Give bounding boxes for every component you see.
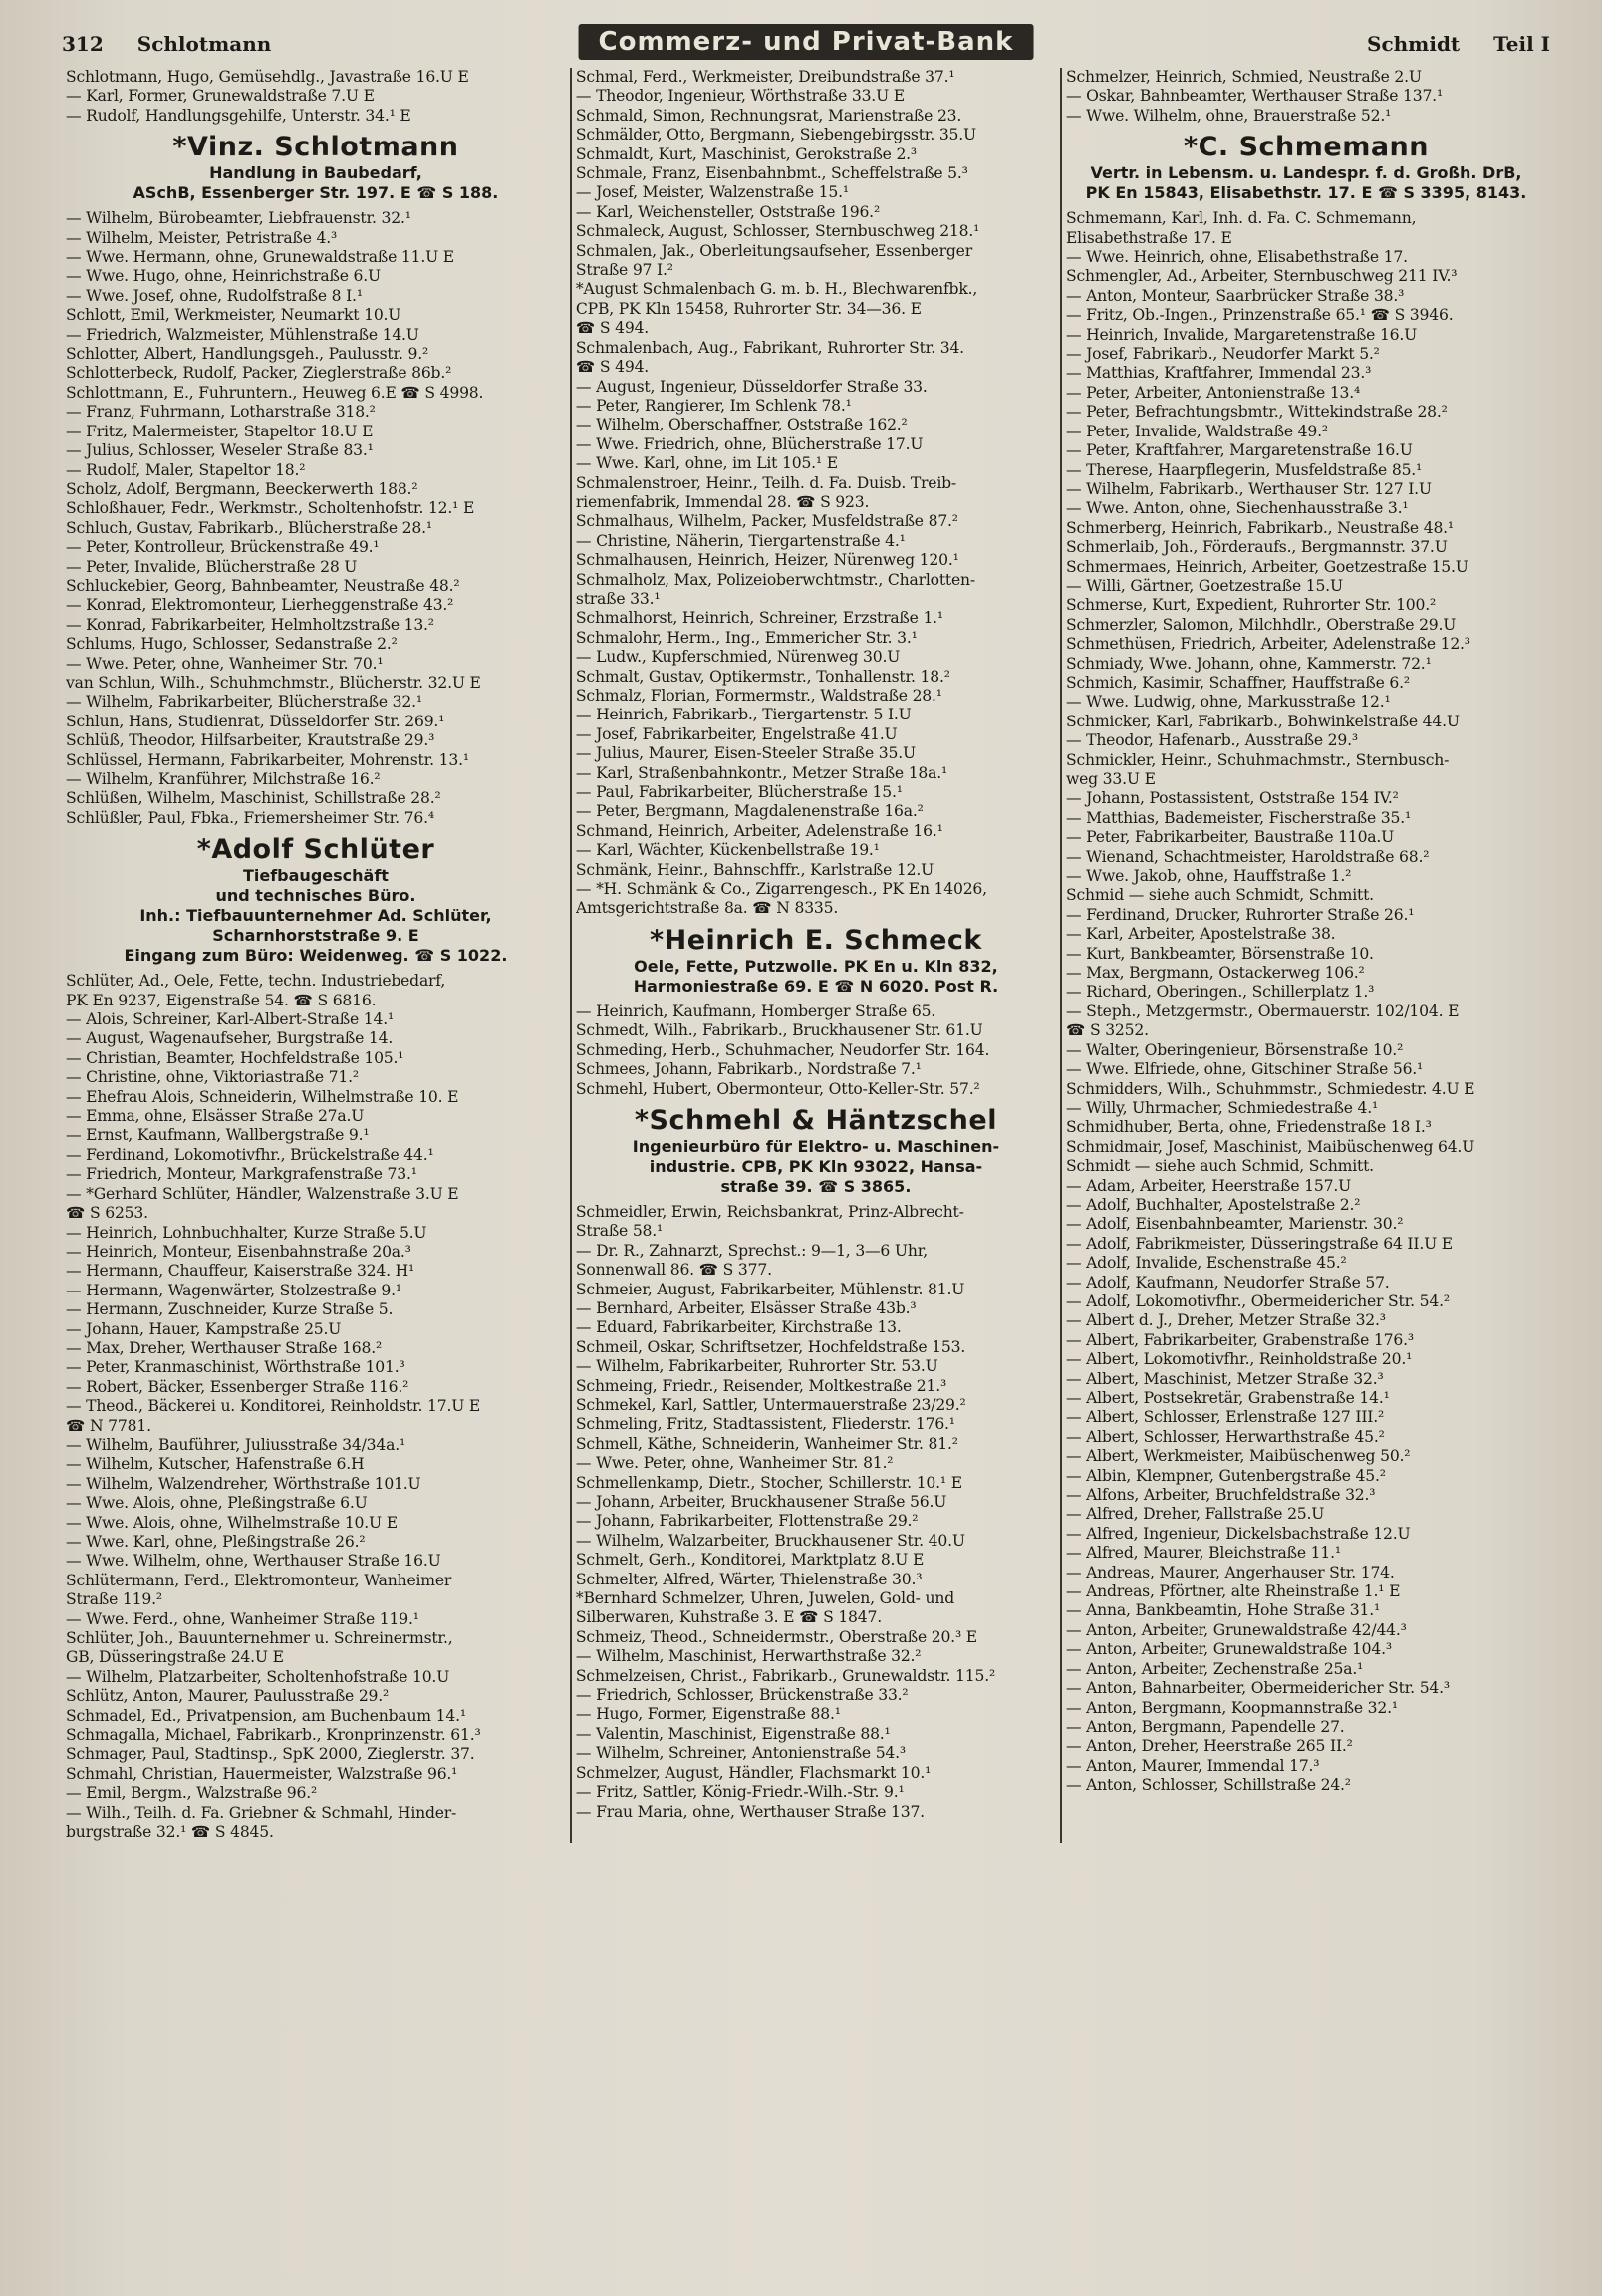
directory-entry: — Peter, Kranmaschinist, Wörthstraße 101.³ [66,1358,405,1377]
directory-entry: Schmelter, Alfred, Wärter, Thielenstraße 30.³ [575,1570,923,1588]
directory-entry: — Willi, Gärtner, Goetzestraße 15.U [1065,576,1343,595]
directory-entry: — Wilhelm, Bürobeamter, Liebfrauenstr. 32.¹ [66,209,411,228]
directory-entry: — August, Wagenaufseher, Burgstraße 14. [66,1029,394,1048]
advertisement-title: *C. Schmemann [1183,132,1429,163]
directory-entry: Schmalenbach, Aug., Fabrikant, Ruhrorter Str. 34. [575,338,964,357]
directory-entry: — Eduard, Fabrikarbeiter, Kirchstraße 13. [575,1318,902,1337]
columns [62,68,1550,1843]
directory-entry: — Wwe. Ferd., ohne, Wanheimer Straße 119.¹ [66,1609,419,1628]
directory-entry: Schlüß, Theodor, Hilfsarbeiter, Krautstraße 29.³ [66,731,435,750]
directory-entry: — Paul, Fabrikarbeiter, Blücherstraße 15.¹ [575,783,903,802]
advertisement-line: ASchB, Essenberger Str. 197. E ☎ S 188. [133,183,499,203]
directory-entry: Sonnenwall 86. ☎ S 377. [575,1261,772,1280]
directory-entry: — Adolf, Lokomotivfhr., Obermeidericher Str. 54.² [1065,1292,1450,1310]
directory-entry: Schmellenkamp, Dietr., Stocher, Schillerstr. 10.¹ E [575,1473,962,1492]
directory-entry: — Wilhelm, Maschinist, Herwarthstraße 32.² [575,1647,922,1666]
directory-entry: Schmeil, Oskar, Schriftsetzer, Hochfeldstraße 153. [575,1337,966,1356]
directory-entry: *Bernhard Schmelzer, Uhren, Juwelen, Gold- und [575,1589,954,1608]
directory-entry: — Heinrich, Fabrikarb., Tiergartenstr. 5 I.U [575,706,912,724]
directory-entry: — Hermann, Zuschneider, Kurze Straße 5. [66,1300,394,1319]
directory-entry: — Wilhelm, Schreiner, Antonienstraße 54.³ [575,1744,906,1763]
directory-entry: Schlütermann, Ferd., Elektromonteur, Wanheimer [66,1571,452,1589]
directory-entry: — Peter, Befrachtungsbmtr., Wittekindstraße 28.² [1065,403,1448,422]
directory-entry: — Wwe. Anton, ohne, Siechenhausstraße 3.¹ [1065,499,1409,518]
directory-entry: Schmahl, Christian, Hauermeister, Walzstraße 96.¹ [66,1764,458,1783]
advertisement-block [576,925,1056,997]
advertisement-block [66,834,566,966]
directory-entry: — Andreas, Pförtner, alte Rheinstraße 1.¹ E [1065,1582,1401,1601]
directory-entry: — Richard, Oberingen., Schillerplatz 1.³ [1065,983,1375,1002]
directory-entry: — Anton, Arbeiter, Zechenstraße 25a.¹ [1065,1659,1364,1678]
directory-entry: Schmidhuber, Berta, ohne, Friedenstraße 18 I.³ [1065,1118,1432,1137]
directory-entry: — Konrad, Elektromonteur, Lierheggenstraße 43.² [66,596,454,615]
directory-entry: — Bernhard, Arbeiter, Elsässer Straße 43b.³ [575,1298,917,1317]
directory-entry: Schmengler, Ad., Arbeiter, Sternbuschweg 211 IV.³ [1065,267,1458,286]
directory-entry: — Adolf, Kaufmann, Neudorfer Straße 57. [1065,1273,1390,1292]
directory-entry: van Schlun, Wilh., Schuhmchmstr., Blücherstr. 32.U E [66,673,481,692]
advertisement-block [66,132,566,203]
directory-entry: Schmal, Ferd., Werkmeister, Dreibundstraße 37.¹ [575,68,955,86]
directory-entry: — Wilhelm, Oberschaffner, Oststraße 162.² [575,416,908,434]
directory-entry: — Anton, Dreher, Heerstraße 265 II.² [1065,1737,1353,1756]
directory-entry: Straße 119.² [66,1590,162,1609]
directory-entry: — Emma, ohne, Elsässer Straße 27a.U [66,1107,365,1126]
directory-entry: Schlotmann, Hugo, Gemüsehdlg., Javastraße 16.U E [66,68,469,86]
header-right [1367,32,1550,56]
directory-entry: Scholz, Adolf, Bergmann, Beeckerwerth 188.² [66,479,418,498]
directory-entry: — Kurt, Bankbeamter, Börsenstraße 10. [1065,944,1374,963]
directory-entry: — Fritz, Ob.-Ingen., Prinzenstraße 65.¹ ☎ S 3946. [1065,306,1454,325]
directory-entry: Schlüßen, Wilhelm, Maschinist, Schillstraße 28.² [66,789,441,808]
directory-entry: — Peter, Kontrolleur, Brückenstraße 49.¹ [66,538,380,557]
directory-entry: — Franz, Fuhrmann, Lotharstraße 318.² [66,403,376,422]
directory-entry: — Friedrich, Walzmeister, Mühlenstraße 14.U [66,325,419,344]
directory-entry: — Anton, Monteur, Saarbrücker Straße 38.³ [1065,286,1405,305]
directory-entry: Schmemann, Karl, Inh. d. Fa. C. Schmemann, [1065,209,1417,228]
directory-entry: — Konrad, Fabrikarbeiter, Helmholtzstraße 13.² [66,615,434,634]
directory-entry: — Anton, Bergmann, Koopmannstraße 32.¹ [1065,1698,1398,1717]
directory-entry: Schmidmair, Josef, Maschinist, Maibüschenweg 64.U [1065,1137,1475,1156]
directory-entry: — Valentin, Maschinist, Eigenstraße 88.¹ [575,1724,891,1743]
directory-entry: Schmiady, Wwe. Johann, ohne, Kammerstr. 72.¹ [1065,654,1432,673]
directory-entry: — Wwe. Josef, ohne, Rudolfstraße 8 I.¹ [66,286,363,305]
directory-entry: Schmeier, August, Fabrikarbeiter, Mühlenstr. 81.U [575,1280,965,1298]
directory-entry: — Albert, Postsekretär, Grabenstraße 14.¹ [1065,1389,1390,1407]
part-label: Teil I [1493,32,1550,56]
directory-entry: — Karl, Weichensteller, Oststraße 196.² [575,202,880,221]
directory-entry: Schmager, Paul, Stadtinsp., SpK 2000, Zieglerstr. 37. [66,1745,475,1764]
directory-entry: — Wwe. Karl, ohne, im Lit 105.¹ E [575,454,838,473]
directory-entry: Schmell, Käthe, Schneiderin, Wanheimer Str. 81.² [575,1434,958,1453]
advertisement-line: Eingang zum Büro: Weidenweg. ☎ S 1022. [124,946,508,966]
directory-entry: — Julius, Schlosser, Weseler Straße 83.¹ [66,441,374,460]
directory-entry: — Alfons, Arbeiter, Bruchfeldstraße 32.³ [1065,1486,1376,1505]
advertisement-line: Oele, Fette, Putzwolle. PK En u. Kln 832, [634,956,998,976]
directory-entry: — *H. Schmänk & Co., Zigarrengesch., PK En 14026, [575,880,987,899]
directory-entry: — Dr. R., Zahnarzt, Sprechst.: 9—1, 3—6 Uhr, [575,1241,928,1260]
directory-entry: — Wwe. Elfriede, ohne, Gitschiner Straße 56.¹ [1065,1060,1424,1079]
directory-entry: — Walter, Oberingenieur, Börsenstraße 10.² [1065,1040,1404,1059]
directory-entry: Schmermaes, Heinrich, Arbeiter, Goetzestraße 15.U [1065,557,1468,576]
directory-entry: — Karl, Wächter, Kückenbellstraße 19.¹ [575,841,880,860]
left-keyword: Schlotmann [136,32,272,56]
directory-entry: — Heinrich, Kaufmann, Homberger Straße 65. [575,1002,936,1020]
directory-entry: — Peter, Invalide, Waldstraße 49.² [1065,422,1328,440]
directory-entry: — Adolf, Eisenbahnbeamter, Marienstr. 30.² [1065,1215,1404,1234]
directory-entry: — Wilhelm, Fabrikarb., Werthauser Str. 127 I.U [1065,479,1432,498]
directory-entry: Schlüßler, Paul, Fbka., Friemersheimer Str. 76.⁴ [66,808,434,827]
column-3 [1060,68,1550,1843]
directory-entry: — Josef, Fabrikarbeiter, Engelstraße 41.U [575,724,898,743]
directory-entry: — Anton, Bahnarbeiter, Obermeidericher Str. 54.³ [1065,1679,1450,1698]
directory-entry: — Julius, Maurer, Eisen-Steeler Straße 35.U [575,744,916,763]
directory-entry: Schlun, Hans, Studienrat, Düsseldorfer Str. 269.¹ [66,712,445,730]
directory-entry: Straße 58.¹ [575,1222,664,1241]
directory-entry: Schmidt — siehe auch Schmid, Schmitt. [1065,1157,1374,1176]
directory-entry: — Ludw., Kupferschmied, Nürenweg 30.U [575,648,901,667]
directory-entry: — Heinrich, Invalide, Margaretenstraße 16.U [1065,325,1418,344]
directory-entry: — Johann, Fabrikarbeiter, Flottenstraße 29.² [575,1512,919,1531]
directory-entry: — Karl, Straßenbahnkontr., Metzer Straße 18a.¹ [575,763,948,782]
advertisement-line: und technisches Büro. [215,886,416,906]
directory-entry: — Karl, Arbeiter, Apostelstraße 38. [1065,925,1336,944]
directory-entry: ☎ S 3252. [1065,1021,1149,1040]
advertisement-line: Ingenieurbüro für Elektro- u. Maschinen- [632,1136,1000,1156]
directory-entry: Schmelzer, Heinrich, Schmied, Neustraße 2.U [1065,68,1422,86]
directory-entry: — Peter, Arbeiter, Antonienstraße 13.⁴ [1065,383,1361,402]
directory-entry: — Adolf, Buchhalter, Apostelstraße 2.² [1065,1195,1361,1214]
directory-entry: straße 33.¹ [575,589,661,608]
directory-entry: — Peter, Bergmann, Magdalenenstraße 16a.² [575,802,924,821]
directory-entry: — Adolf, Invalide, Eschenstraße 45.² [1065,1254,1347,1273]
directory-entry: ☎ S 6253. [66,1204,148,1223]
directory-entry: — Karl, Former, Grunewaldstraße 7.U E [66,87,375,106]
directory-entry: Schlums, Hugo, Schlosser, Sedanstraße 2.² [66,635,398,654]
directory-entry: — Adolf, Fabrikmeister, Düsseringstraße 64 II.U E [1065,1234,1453,1253]
advertisement-title: *Heinrich E. Schmeck [650,924,982,956]
directory-entry: — Wilhelm, Bauführer, Juliusstraße 34/34a.¹ [66,1435,406,1454]
directory-entry: Schmeding, Herb., Schuhmacher, Neudorfer Str. 164. [575,1040,990,1059]
directory-entry: — Ehefrau Alois, Schneiderin, Wilhelmstraße 10. E [66,1087,459,1106]
advertisement-title: *Schmehl & Häntzschel [634,1104,997,1136]
directory-entry: — Hermann, Chauffeur, Kaiserstraße 324. H¹ [66,1262,415,1281]
directory-entry: — Johann, Hauer, Kampstraße 25.U [66,1319,342,1338]
directory-entry: Schmagalla, Michael, Fabrikarb., Kronprinzenstr. 61.³ [66,1726,481,1745]
directory-entry: — Rudolf, Maler, Stapeltor 18.² [66,460,306,479]
directory-entry: — Wwe. Hermann, ohne, Grunewaldstraße 11.U E [66,248,454,267]
directory-entry: — Anton, Maurer, Immendal 17.³ [1065,1756,1320,1775]
directory-entry: — Albert, Maschinist, Metzer Straße 32.³ [1065,1369,1384,1388]
directory-entry: — Theodor, Ingenieur, Wörthstraße 33.U E [575,87,905,106]
column-1 [62,68,570,1843]
directory-entry: — Christine, Näherin, Tiergartenstraße 4.¹ [575,531,906,550]
advertisement-line: Scharnhorststraße 9. E [212,926,419,946]
directory-entry: Schmalt, Gustav, Optikermstr., Tonhallenstr. 18.² [575,667,950,686]
directory-entry: — Anton, Schlosser, Schillstraße 24.² [1065,1776,1351,1795]
directory-entry: Schluch, Gustav, Fabrikarb., Blücherstraße 28.¹ [66,518,432,537]
directory-entry: Schmaleck, August, Schlosser, Sternbuschweg 218.¹ [575,222,980,241]
directory-entry: Schmeling, Fritz, Stadtassistent, Fliederstr. 176.¹ [575,1415,955,1434]
directory-entry: Schmeidler, Erwin, Reichsbankrat, Prinz-Albrecht- [575,1202,964,1221]
directory-entry: — Wilhelm, Kutscher, Hafenstraße 6.H [66,1455,365,1474]
directory-entry: — Fritz, Malermeister, Stapeltor 18.U E [66,422,374,440]
directory-entry: — Wwe. Jakob, ohne, Hauffstraße 1.² [1065,867,1352,886]
page-number: 312 [62,32,104,56]
directory-entry: — Wilhelm, Fabrikarbeiter, Ruhrorter Str. 53.U [575,1357,938,1376]
directory-entry: CPB, PK Kln 15458, Ruhrorter Str. 34—36. E [575,299,922,318]
directory-entry: weg 33.U E [1065,770,1156,788]
directory-entry: Schmerse, Kurt, Expedient, Ruhrorter Str. 100.² [1065,596,1437,615]
directory-entry: — Wilhelm, Platzarbeiter, Scholtenhofstraße 10.U [66,1667,450,1686]
advertisement-block [1066,132,1546,203]
advertisement-title: *Vinz. Schlotmann [172,132,459,163]
directory-entry: Schmees, Johann, Fabrikarb., Nordstraße 7.¹ [575,1060,922,1079]
directory-entry: Schmekel, Karl, Sattler, Untermauerstraße 23/29.² [575,1395,966,1414]
directory-entry: — Wwe. Wilhelm, ohne, Werthauser Straße 16.U [66,1552,441,1571]
directory-entry: — Ernst, Kaufmann, Wallbergstraße 9.¹ [66,1126,370,1145]
directory-entry: — Albert d. J., Dreher, Metzer Straße 32.³ [1065,1311,1386,1330]
directory-entry: — Albert, Werkmeister, Maibüschenweg 50.² [1065,1447,1411,1466]
directory-entry: — Wwe. Hugo, ohne, Heinrichstraße 6.U [66,267,381,286]
directory-entry: PK En 9237, Eigenstraße 54. ☎ S 6816. [66,991,377,1009]
directory-entry: burgstraße 32.¹ ☎ S 4845. [66,1823,274,1842]
directory-entry: — Theod., Bäckerei u. Konditorei, Reinholdstr. 17.U E [66,1397,481,1416]
directory-entry: — Heinrich, Monteur, Eisenbahnstraße 20a.³ [66,1242,411,1261]
directory-entry: — Wwe. Peter, ohne, Wanheimer Str. 81.² [575,1454,894,1473]
advertisement-block [576,1105,1056,1197]
directory-entry: — Wilhelm, Walzarbeiter, Bruckhausener Str. 40.U [575,1531,965,1550]
advertisement-line: Inh.: Tiefbauunternehmer Ad. Schlüter, [139,906,492,926]
directory-entry: — Matthias, Bademeister, Fischerstraße 35.¹ [1065,808,1412,827]
directory-entry: — Wilhelm, Kranführer, Milchstraße 16.² [66,770,381,788]
directory-entry: — Heinrich, Lohnbuchhalter, Kurze Straße 5.U [66,1223,427,1242]
directory-entry: Elisabethstraße 17. E [1065,228,1232,247]
directory-entry: — Alfred, Maurer, Bleichstraße 11.¹ [1065,1544,1341,1563]
advertisement-line: Tiefbaugeschäft [242,866,389,886]
directory-entry: Schmald, Simon, Rechnungsrat, Marienstraße 23. [575,106,962,125]
directory-entry: Schmelt, Gerh., Konditorei, Marktplatz 8.U E [575,1551,925,1570]
directory-entry: Schmalz, Florian, Formermstr., Waldstraße 28.¹ [575,687,942,705]
directory-entry: Schlütz, Anton, Maurer, Paulusstraße 29.² [66,1687,390,1706]
directory-entry: Schluckebier, Georg, Bahnbeamter, Neustraße 48.² [66,576,460,595]
directory-entry: — *Gerhard Schlüter, Händler, Walzenstraße 3.U E [66,1184,459,1203]
directory-entry: — Adam, Arbeiter, Heerstraße 157.U [1065,1176,1352,1195]
directory-entry: — Alfred, Dreher, Fallstraße 25.U [1065,1505,1325,1524]
directory-entry: Schmand, Heinrich, Arbeiter, Adelenstraße 16.¹ [575,821,943,840]
directory-entry: — Friedrich, Monteur, Markgrafenstraße 73.¹ [66,1165,417,1184]
directory-entry: — Wilh., Teilh. d. Fa. Griebner & Schmahl, Hinder- [66,1803,457,1822]
directory-entry: Silberwaren, Kuhstraße 3. E ☎ S 1847. [575,1608,882,1627]
directory-entry: — Hugo, Former, Eigenstraße 88.¹ [575,1705,841,1724]
directory-entry: Schmickler, Heinr., Schuhmachmstr., Sternbusch- [1065,750,1450,769]
directory-entry: Schmerzler, Salomon, Milchhdlr., Oberstraße 29.U [1065,615,1457,634]
directory-entry: Schmeiz, Theod., Schneidermstr., Oberstraße 20.³ E [575,1627,977,1646]
directory-entry: — Josef, Meister, Walzenstraße 15.¹ [575,183,849,202]
directory-entry: — Peter, Fabrikarbeiter, Baustraße 110a.U [1065,828,1395,847]
directory-entry: Schlüter, Ad., Oele, Fette, techn. Industriebedarf, [66,972,446,991]
advertisement-line: PK En 15843, Elisabethstr. 17. E ☎ S 3395, 8143. [1085,183,1527,203]
directory-entry: — Ferdinand, Lokomotivfhr., Brückelstraße 44.¹ [66,1145,434,1164]
directory-entry: Schmid — siehe auch Schmidt, Schmitt. [1065,886,1374,905]
directory-entry: — Wwe. Peter, ohne, Wanheimer Str. 70.¹ [66,654,384,673]
directory-entry: Schmalholz, Max, Polizeioberwchtmstr., Charlotten- [575,570,975,589]
advertisement-line: straße 39. ☎ S 3865. [720,1176,912,1196]
directory-entry: — Ferdinand, Drucker, Ruhrorter Straße 26.¹ [1065,905,1415,924]
header-left [62,32,271,56]
directory-entry: — Christine, ohne, Viktoriastraße 71.² [66,1068,359,1087]
directory-entry: — Josef, Fabrikarb., Neudorfer Markt 5.² [1065,345,1380,364]
directory-entry: — Johann, Postassistent, Oststraße 154 IV.² [1065,789,1399,808]
directory-entry: — Willy, Uhrmacher, Schmiedestraße 4.¹ [1065,1098,1379,1117]
directory-entry: — Robert, Bäcker, Essenberger Straße 116.² [66,1377,409,1396]
directory-entry: — Fritz, Sattler, König-Friedr.-Wilh.-Str. 9.¹ [575,1783,905,1802]
directory-entry: — Wilhelm, Meister, Petristraße 4.³ [66,228,338,247]
directory-entry: — Emil, Bergm., Walzstraße 96.² [66,1784,318,1803]
directory-entry: Schlüter, Joh., Bauunternehmer u. Schreinermstr., [66,1629,453,1648]
directory-entry: Schmich, Kasimir, Schaffner, Hauffstraße 6.² [1065,673,1410,692]
directory-entry: Schlotter, Albert, Handlungsgeh., Paulusstr. 9.² [66,345,429,364]
directory-entry: Schmehl, Hubert, Obermonteur, Otto-Keller-Str. 57.² [575,1079,980,1098]
directory-entry: — Steph., Metzgermstr., Obermauerstr. 102/104. E [1065,1002,1460,1020]
directory-entry: — Albert, Schlosser, Erlenstraße 127 III.² [1065,1408,1385,1427]
directory-entry: Schmedt, Wilh., Fabrikarb., Bruckhausener Str. 61.U [575,1021,983,1040]
directory-entry: — Wwe. Ludwig, ohne, Markusstraße 12.¹ [1065,693,1391,712]
directory-entry: Schloßhauer, Fedr., Werkmstr., Scholtenhofstr. 12.¹ E [66,499,475,518]
directory-entry: ☎ N 7781. [66,1416,151,1435]
directory-entry: ☎ S 494. [575,358,650,377]
advertisement-line: Vertr. in Lebensm. u. Landespr. f. d. Großh. DrB, [1090,163,1522,183]
directory-entry: — Wilhelm, Walzendreher, Wörthstraße 101.U [66,1474,421,1493]
directory-entry: Schmethüsen, Friedrich, Arbeiter, Adelenstraße 12.³ [1065,635,1470,654]
directory-entry: — Oskar, Bahnbeamter, Werthauser Straße 137.¹ [1065,87,1443,106]
directory-entry: Schmalhausen, Heinrich, Heizer, Nürenweg 120.¹ [575,551,959,570]
right-keyword: Schmidt [1367,32,1461,56]
directory-entry: Schmadel, Ed., Privatpension, am Buchenbaum 14.¹ [66,1706,466,1725]
directory-entry: Schlüssel, Hermann, Fabrikarbeiter, Mohrenstr. 13.¹ [66,750,469,769]
directory-entry: — Anton, Bergmann, Papendelle 27. [1065,1717,1345,1736]
directory-entry: Schlottmann, E., Fuhruntern., Heuweg 6.E ☎ S 4998. [66,383,484,402]
directory-entry: — Christian, Beamter, Hochfeldstraße 105.¹ [66,1048,404,1067]
directory-entry: — Wilhelm, Fabrikarbeiter, Blücherstraße 32.¹ [66,693,422,712]
directory-entry: Schmeing, Friedr., Reisender, Moltkestraße 21.³ [575,1376,947,1395]
directory-entry: Schmalhaus, Wilhelm, Packer, Musfeldstraße 87.² [575,512,958,531]
directory-entry: — Albert, Lokomotivfhr., Reinholdstraße 20.¹ [1065,1350,1413,1369]
directory-entry: GB, Düsseringstraße 24.U E [66,1648,284,1667]
directory-entry: Schmicker, Karl, Fabrikarb., Bohwinkelstraße 44.U [1065,712,1460,730]
directory-entry: — Wwe. Karl, ohne, Pleßingstraße 26.² [66,1533,366,1551]
advertisement-title: *Adolf Schlüter [196,834,435,866]
directory-entry: ☎ S 494. [575,319,650,338]
directory-entry: — Andreas, Maurer, Angerhauser Str. 174. [1065,1563,1395,1581]
directory-entry: — Peter, Invalide, Blücherstraße 28 U [66,557,358,576]
directory-entry: — Alfred, Ingenieur, Dickelsbachstraße 12.U [1065,1524,1411,1543]
directory-entry: Schmaldt, Kurt, Maschinist, Gerokstraße 2.³ [575,144,917,163]
directory-entry: — Frau Maria, ohne, Werthauser Straße 137. [575,1802,925,1821]
directory-entry: Schmerberg, Heinrich, Fabrikarb., Neustraße 48.¹ [1065,518,1454,537]
directory-entry: — August, Ingenieur, Düsseldorfer Straße 33. [575,377,928,396]
directory-entry: — Friedrich, Schlosser, Brückenstraße 33.² [575,1686,909,1705]
directory-entry: Schmerlaib, Joh., Förderaufs., Bergmannstr. 37.U [1065,538,1448,557]
directory-entry: Schmalen, Jak., Oberleitungsaufseher, Essenberger [575,241,972,260]
directory-entry: — Theodor, Hafenarb., Ausstraße 29.³ [1065,731,1358,750]
directory-entry: *August Schmalenbach G. m. b. H., Blechwarenfbk., [575,280,978,299]
directory-entry: — Hermann, Wagenwärter, Stolzestraße 9.¹ [66,1281,401,1299]
directory-entry: Schlott, Emil, Werkmeister, Neumarkt 10.U [66,306,401,325]
directory-entry: Schmalenstroer, Heinr., Teilh. d. Fa. Duisb. Treib- [575,473,956,492]
directory-entry: — Albin, Klempner, Gutenbergstraße 45.² [1065,1466,1386,1485]
directory-entry: — Albert, Fabrikarbeiter, Grabenstraße 176.³ [1065,1330,1414,1349]
page-header [62,22,1550,66]
directory-entry: — Rudolf, Handlungsgehilfe, Unterstr. 34.¹ E [66,106,411,125]
directory-entry: — Albert, Schlosser, Herwarthstraße 45.² [1065,1427,1385,1446]
directory-entry: — Max, Bergmann, Ostackerweg 106.² [1065,964,1365,983]
directory-entry: — Johann, Arbeiter, Bruckhausener Straße 56.U [575,1493,947,1511]
column-2 [570,68,1060,1843]
advertisement-line: Handlung in Baubedarf, [209,163,422,183]
directory-entry: Schmälder, Otto, Bergmann, Siebengebirgsstr. 35.U [575,126,976,144]
directory-entry: Amtsgerichtstraße 8a. ☎ N 8335. [575,899,839,918]
directory-entry: Schmale, Franz, Eisenbahnbmt., Scheffelstraße 5.³ [575,164,968,183]
directory-entry: — Wwe. Friedrich, ohne, Blücherstraße 17.U [575,434,924,453]
directory-entry: — Therese, Haarpflegerin, Musfeldstraße 85.¹ [1065,460,1423,479]
advertisement-line: Harmoniestraße 69. E ☎ N 6020. Post R. [633,976,999,996]
directory-entry: — Wwe. Alois, ohne, Pleßingstraße 6.U [66,1494,368,1513]
directory-entry: Schlotterbeck, Rudolf, Packer, Zieglerstraße 86b.² [66,364,452,383]
directory-entry: — Peter, Kraftfahrer, Margaretenstraße 16.U [1065,441,1413,460]
advertisement-line: industrie. CPB, PK Kln 93022, Hansa- [649,1156,983,1176]
directory-entry: Schmalohr, Herm., Ing., Emmericher Str. 3.¹ [575,628,918,647]
directory-entry: — Wwe. Alois, ohne, Wilhelmstraße 10.U E [66,1513,398,1532]
directory-entry: Straße 97 I.² [575,261,673,280]
directory-entry: — Max, Dreher, Werthauser Straße 168.² [66,1338,383,1357]
directory-entry: — Anton, Arbeiter, Grunewaldstraße 104.³ [1065,1640,1392,1659]
directory-entry: — Anton, Arbeiter, Grunewaldstraße 42/44.³ [1065,1620,1407,1639]
directory-entry: riemenfabrik, Immendal 28. ☎ S 923. [575,492,870,511]
directory-entry: Schmalhorst, Heinrich, Schreiner, Erzstraße 1.¹ [575,609,943,628]
directory-entry: Schmelzer, August, Händler, Flachsmarkt 10.¹ [575,1763,932,1782]
directory-entry: — Wienand, Schachtmeister, Haroldstraße 68.² [1065,847,1430,866]
directory-entry: — Anna, Bankbeamtin, Hohe Straße 31.¹ [1065,1601,1380,1620]
directory-entry: Schmidders, Wilh., Schuhmmstr., Schmiedestr. 4.U E [1065,1079,1475,1098]
bank-banner: Commerz- und Privat-Bank [579,24,1034,60]
directory-entry: — Wwe. Wilhelm, ohne, Brauerstraße 52.¹ [1065,106,1392,125]
directory-entry: — Wwe. Heinrich, ohne, Elisabethstraße 17. [1065,248,1408,267]
directory-entry: — Alois, Schreiner, Karl-Albert-Straße 14.¹ [66,1010,395,1029]
directory-entry: — Peter, Rangierer, Im Schlenk 78.¹ [575,396,852,415]
directory-entry: Schmelzeisen, Christ., Fabrikarb., Grunewaldstr. 115.² [575,1666,996,1685]
directory-entry: — Matthias, Kraftfahrer, Immendal 23.³ [1065,364,1372,383]
directory-entry: Schmänk, Heinr., Bahnschffr., Karlstraße 12.U [575,860,934,879]
